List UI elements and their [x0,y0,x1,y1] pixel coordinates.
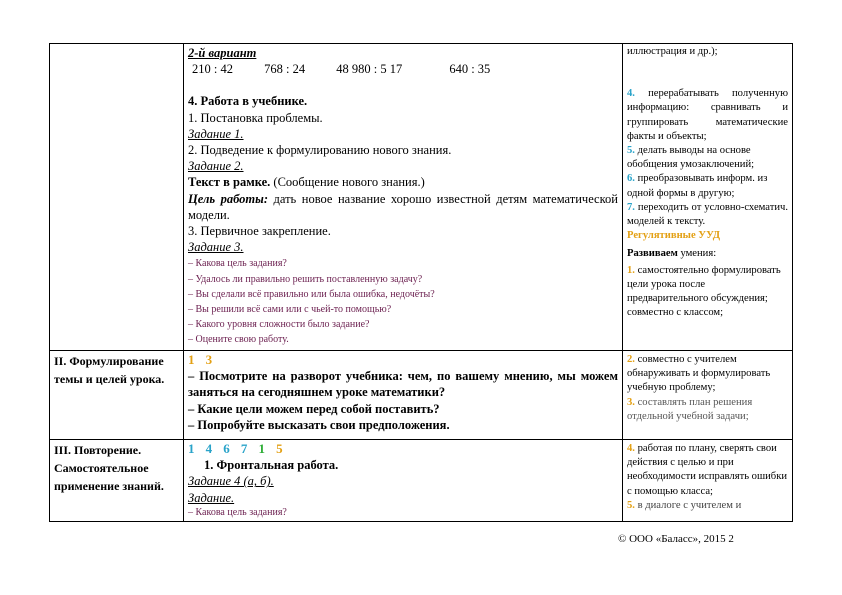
mark: 3 [205,352,213,367]
mark: 4 [205,441,213,456]
table-row [50,44,793,351]
mark: 7 [240,441,248,456]
frame-line [188,174,618,190]
skills-cell [623,351,793,440]
numbers-line [188,61,618,77]
goal-line [188,191,618,223]
prompt-line: – Попробуйте высказать свои предположения. [188,417,450,432]
task-label: Задание 2. [188,159,244,174]
marks-line [188,441,618,457]
regulatory-title: Регулятивные УУД [627,230,721,242]
task-label: Задание 1. [188,126,244,141]
skill-item: 6. преобразовывать информ. из одной формы в другую; [627,173,768,199]
task-label: Задание. [188,490,235,505]
skill-item: 7. переходить от условно-схематич. моделей к тексту. [627,201,788,228]
lesson-table [49,43,793,522]
question-item: – Какого уровня сложности было задание? [188,319,370,331]
mark: 1 [258,441,265,456]
number-item: 640 : 35 [449,62,491,77]
skill-item: 4. перерабатывать полученную информацию: сравнивать и группировать математические факты и объекты; [627,88,788,142]
goal-text: дать новое название хорошо известной детям математической модели. [188,191,618,222]
question-item: – Вы решили всё сами или с чьей-то помощью? [188,304,392,316]
mark: 6 [223,441,230,456]
skill-item: 1. самостоятельно формулировать цели урока после предварительного обсуждения; [627,264,781,305]
number-item: 210 : 42 [192,62,233,77]
skill-item: 5. делать выводы на основе обобщения умозаключений; [627,145,755,171]
copyright-footer: © ООО «Баласс», 2015 2 [618,533,734,545]
item-text: 3. Первичное закрепление. [188,224,331,239]
question-item: – Какова цель задания? [188,506,287,518]
skill-item: 2. совместно с учителем обнаруживать и формулировать учебную проблему; [627,354,771,394]
stage-cell: III. Повторение. Самостоятельное применение знаний. [50,440,184,522]
mark: 5 [276,441,283,456]
marks-line [188,352,618,368]
table-row [50,351,793,440]
skill-item: 5. в диалоге с учителем и [627,499,742,511]
question-item: – Какова цель задания? [188,258,287,270]
question-item: – Удалось ли правильно решить поставленную задачу? [188,273,423,285]
stage-cell: II. Формулирование темы и целей урока. [50,351,184,440]
skill-item: 4. работая по плану, сверять свои действия с целью и при необходимости исправлять ошибки с помощью класса; [627,443,788,497]
prompt-line: – Какие цели можем перед собой поставить? [188,401,440,416]
skills-cell [623,440,793,522]
question-list [188,257,618,346]
skill-text: совместно с классом; [627,307,724,319]
task-label: Задание 4 (а, б). [188,474,274,489]
frame-rest: (Сообщение нового знания.) [270,175,425,190]
develop-line: Развиваем умения: [627,248,717,260]
skill-text: иллюстрация и др.); [627,46,718,57]
stage-cell [50,44,184,351]
item-text: 2. Подведение к формулированию нового знания. [188,143,452,158]
variant-title: 2-й вариант [188,46,257,60]
number-item: 48 980 : 5 17 [336,62,403,77]
prompt-line: – Посмотрите на разворот учебника: чем, по вашему мнению, мы можем заняться на сегодняшнем уроке математики? [188,369,618,400]
content-cell [184,351,623,440]
frame-bold: Текст в рамке. [188,175,271,190]
goal-label: Цель работы: [188,191,268,206]
mark: 1 [188,441,195,456]
content-cell [184,44,623,351]
question-item: – Вы сделали всё правильно или была ошибка, недочёты? [188,288,435,300]
content-cell [184,440,623,522]
section-title: 4. Работа в учебнике. [188,94,308,109]
item-text: 1. Фронтальная работа. [204,458,339,473]
question-item: – Оцените свою работу. [188,334,289,346]
skills-cell [623,44,793,351]
table-row [50,440,793,522]
number-item: 768 : 24 [264,62,306,77]
mark: 1 [188,352,195,367]
skill-item: 3. составлять план решения отдельной учебной задачи; [627,396,753,422]
task-label: Задание 3. [188,240,244,255]
item-text: 1. Постановка проблемы. [188,110,323,125]
